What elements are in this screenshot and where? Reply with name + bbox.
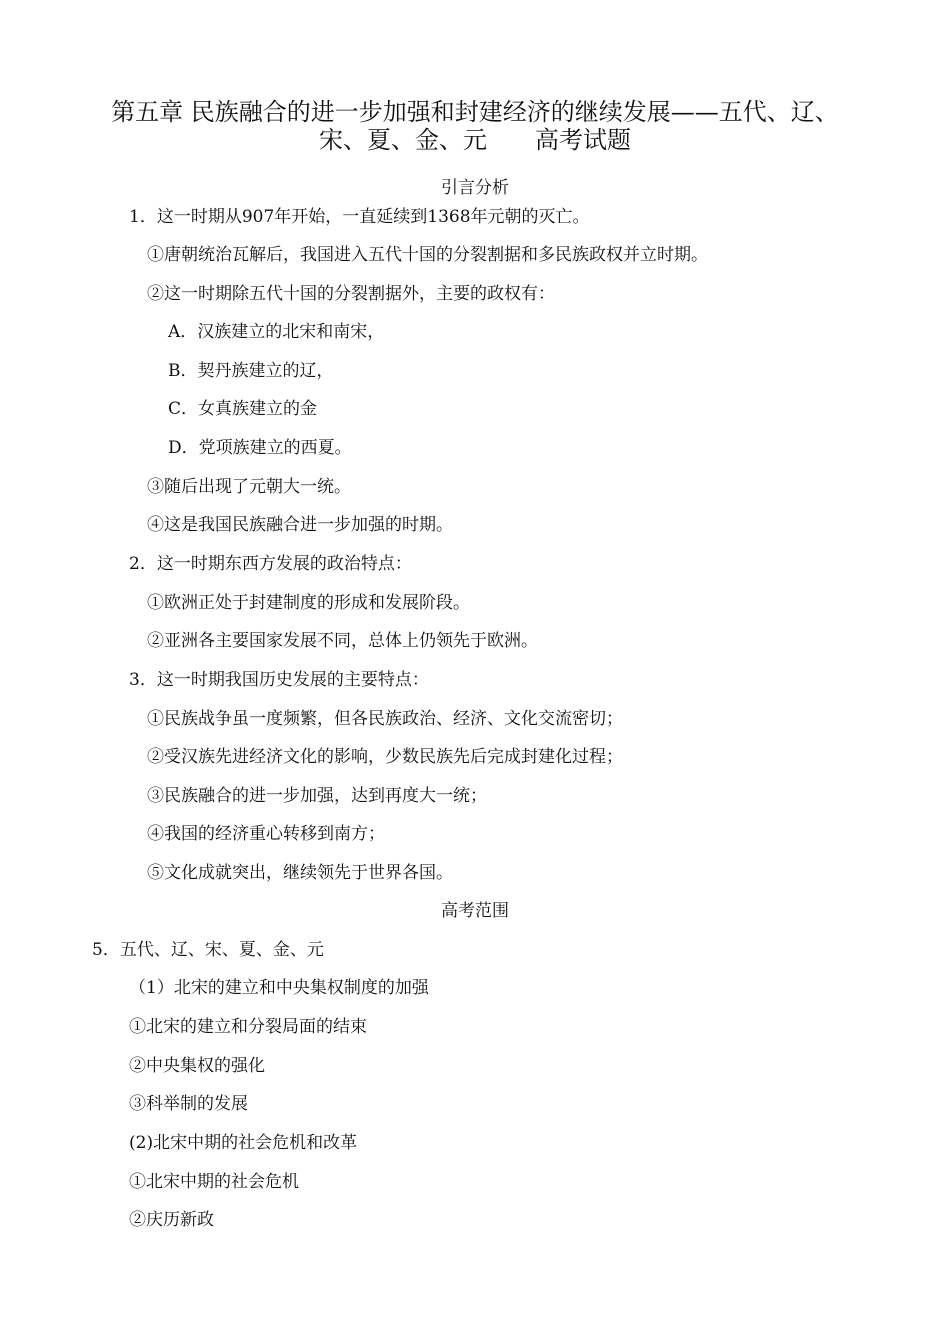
intro-item: ②亚洲各主要国家发展不同，总体上仍领先于欧洲。 [147, 631, 538, 651]
intro-point-3: 3．这一时期我国历史发展的主要特点： [129, 670, 429, 690]
intro-item: ③随后出现了元朝大一统。 [147, 477, 351, 497]
intro-item: ②这一时期除五代十国的分裂割据外，主要的政权有： [147, 284, 555, 304]
intro-option-b: B．契丹族建立的辽， [168, 361, 334, 381]
scope-subtopic: （1）北宋的建立和中央集权制度的加强 [129, 978, 429, 998]
intro-item: ⑤文化成就突出，继续领先于世界各国。 [147, 863, 453, 883]
scope-item: ①北宋的建立和分裂局面的结束 [129, 1017, 367, 1037]
scope-subtopic: (2)北宋中期的社会危机和改革 [129, 1133, 358, 1153]
intro-option-a: A．汉族建立的北宋和南宋， [168, 322, 385, 342]
intro-item: ②受汉族先进经济文化的影响，少数民族先后完成封建化过程； [147, 747, 623, 767]
section-heading-intro: 引言分析 [441, 178, 509, 198]
chapter-title-line-2: 宋、夏、金、元 高考试题 [319, 126, 631, 154]
intro-item: ③民族融合的进一步加强，达到再度大一统； [147, 786, 487, 806]
chapter-title-line-1: 第五章 民族融合的进一步加强和封建经济的继续发展——五代、辽、 [111, 98, 839, 126]
scope-item: ②庆历新政 [129, 1210, 214, 1230]
intro-point-1: 1．这一时期从907年开始，一直延续到1368年元朝的灭亡。 [129, 207, 590, 227]
intro-option-d: D．党项族建立的西夏。 [168, 438, 352, 458]
section-heading-scope: 高考范围 [441, 901, 509, 921]
scope-item: ①北宋中期的社会危机 [129, 1172, 299, 1192]
scope-item: ②中央集权的强化 [129, 1056, 265, 1076]
intro-item: ④我国的经济重心转移到南方； [147, 824, 385, 844]
intro-item: ①欧洲正处于封建制度的形成和发展阶段。 [147, 593, 470, 613]
intro-item: ①民族战争虽一度频繁，但各民族政治、经济、文化交流密切； [147, 709, 623, 729]
intro-item: ①唐朝统治瓦解后，我国进入五代十国的分裂割据和多民族政权并立时期。 [147, 245, 708, 265]
intro-point-2: 2．这一时期东西方发展的政治特点： [129, 554, 412, 574]
scope-topic: 5．五代、辽、宋、夏、金、元 [92, 940, 324, 960]
scope-item: ③科举制的发展 [129, 1094, 248, 1114]
intro-option-c: C．女真族建立的金 [168, 399, 318, 419]
intro-item: ④这是我国民族融合进一步加强的时期。 [147, 515, 453, 535]
